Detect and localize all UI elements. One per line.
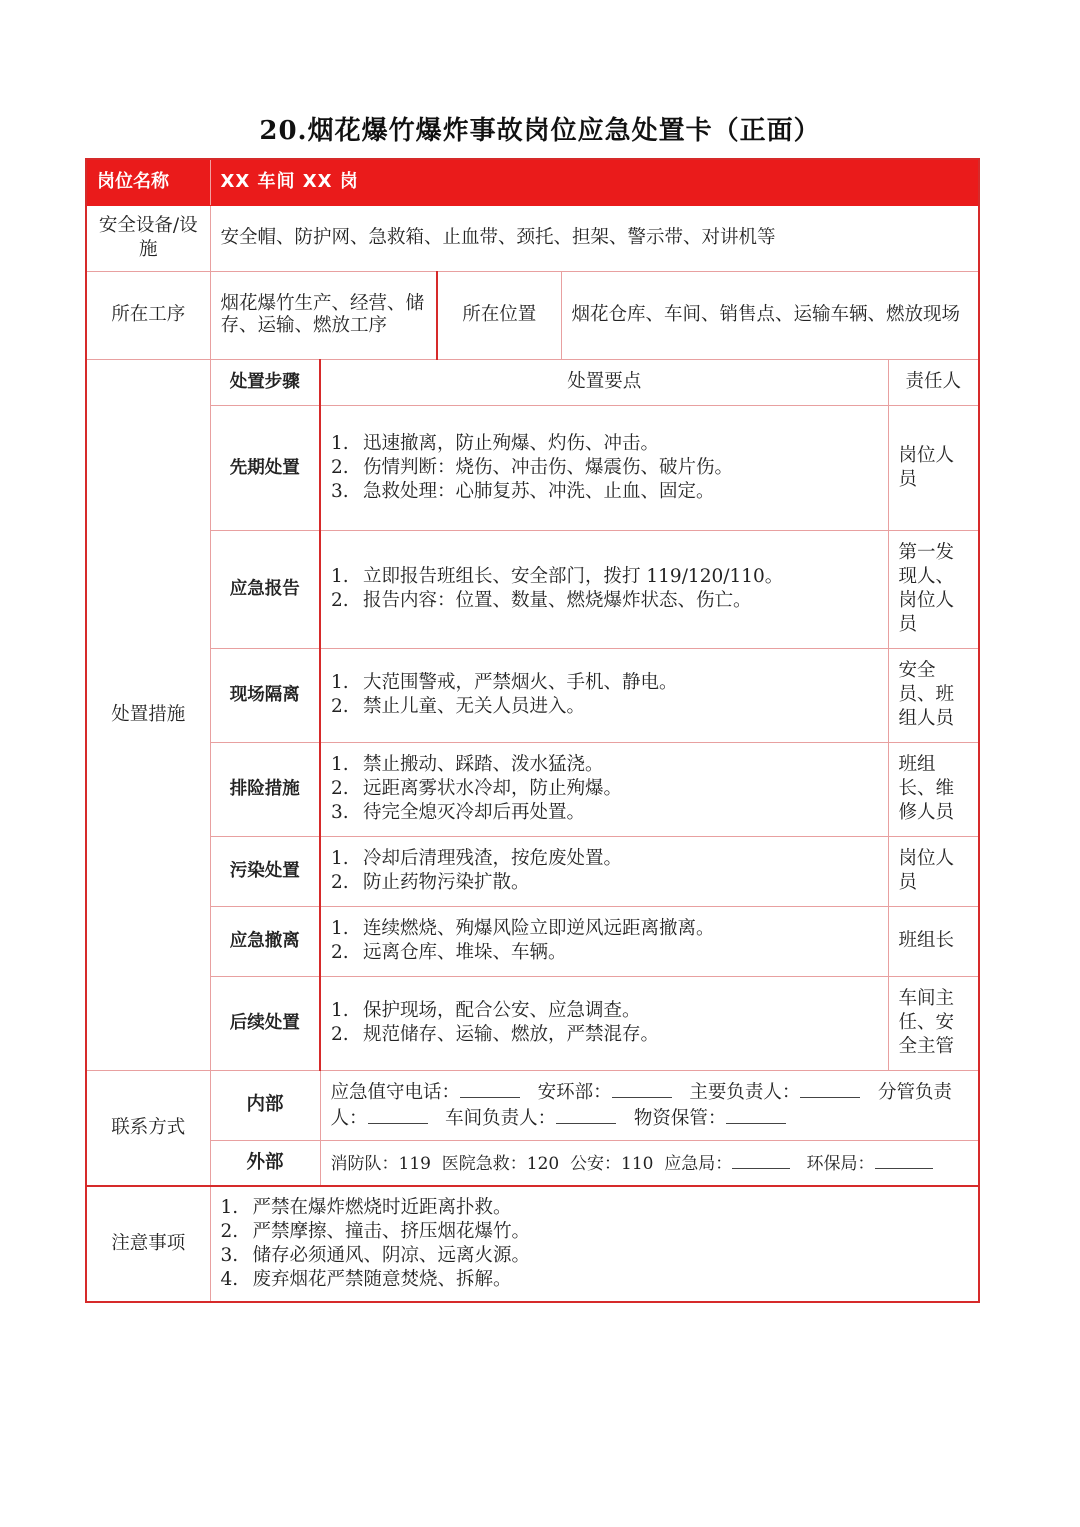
point-item: 2. 伤情判断：烧伤、冲击伤、爆震伤、破片伤。: [331, 456, 734, 478]
point-item: 2. 规范储存、运输、燃放，严禁混存。: [331, 1024, 660, 1045]
contact-label: 联系方式: [86, 1070, 210, 1186]
measure-owner: 第一发现人、岗位人员: [888, 530, 979, 648]
external-label: 外部: [210, 1140, 320, 1186]
point-item: 1. 立即报告班组长、安全部门，拨打 119/120/110。: [331, 566, 784, 587]
col-step-header: 处置步骤: [210, 359, 320, 405]
equipment-row: [86, 205, 979, 271]
measure-step: 现场隔离: [210, 648, 320, 742]
measure-points: [320, 742, 888, 836]
contact-item: 公安：110: [570, 1153, 654, 1174]
measure-row: [86, 976, 979, 1070]
notes-label: 注意事项: [86, 1186, 210, 1302]
process-label: 所在工序: [86, 271, 210, 359]
contact-item: 车间负责人：: [445, 1108, 557, 1129]
measure-points: [320, 530, 888, 648]
note-item: 4. 废弃烟花严禁随意焚烧、拆解。: [220, 1269, 512, 1290]
measure-owner: 班组长: [888, 906, 979, 976]
point-item: 2. 远离仓库、堆垛、车辆。: [331, 942, 567, 963]
notes-list: [210, 1186, 979, 1302]
contact-item: 应急值守电话：: [330, 1082, 461, 1103]
measure-step: 排险措施: [210, 742, 320, 836]
location-label: 所在位置: [437, 271, 561, 359]
point-item: 1. 大范围警戒，严禁烟火、手机、静电。: [331, 672, 678, 693]
measure-owner: 班组长、维修人员: [888, 742, 979, 836]
measure-step: 应急撤离: [210, 906, 320, 976]
measure-row: [86, 405, 979, 530]
col-points-header: 处置要点: [320, 359, 888, 405]
measure-row: [86, 742, 979, 836]
measures-header-row: [86, 359, 979, 405]
point-item: 2. 禁止儿童、无关人员进入。: [331, 696, 586, 717]
point-item: 2. 远距离雾状水冷却，防止殉爆。: [331, 778, 623, 799]
measure-step: 后续处置: [210, 976, 320, 1070]
measure-step: 应急报告: [210, 530, 320, 648]
measure-points: [320, 405, 888, 530]
measure-owner: 车间主任、安全主管: [888, 976, 979, 1070]
post-row: [86, 159, 979, 205]
process-value: 烟花爆竹生产、经营、储存、运输、燃放工序: [210, 271, 437, 359]
internal-contacts: [320, 1070, 979, 1140]
point-item: 2. 防止药物污染扩散。: [331, 872, 530, 893]
card-table: [85, 158, 980, 1303]
contact-item: 主要负责人：: [689, 1082, 801, 1103]
measure-points: [320, 648, 888, 742]
point-item: 3. 待完全熄灭冷却后再处置。: [331, 802, 586, 823]
point-item: 1. 冷却后清理残渣，按危废处置。: [331, 848, 623, 869]
contact-item: 分管负责人：: [330, 1082, 953, 1129]
post-label: 岗位名称: [86, 159, 210, 205]
emergency-card: [85, 158, 978, 1303]
blank-line: [800, 1079, 860, 1098]
location-value: 烟花仓库、车间、销售点、运输车辆、燃放现场: [561, 271, 979, 359]
point-item: 1. 连续燃烧、殉爆风险立即逆风远距离撤离。: [331, 918, 715, 939]
point-item: 2. 报告内容：位置、数量、燃烧爆炸状态、伤亡。: [331, 590, 752, 611]
point-item: 3. 急救处理：心肺复苏、冲洗、止血、固定。: [331, 480, 715, 502]
contact-external-row: [86, 1140, 979, 1186]
contact-item: 物资保管：: [633, 1108, 727, 1129]
contact-item: 环保局：: [806, 1153, 875, 1174]
blank-line: [368, 1105, 428, 1124]
measure-row: [86, 648, 979, 742]
point-item: 1. 禁止搬动、踩踏、泼水猛浇。: [331, 754, 604, 775]
contact-internal-row: [86, 1070, 979, 1140]
col-owner-header: 责任人: [888, 359, 979, 405]
measure-owner: 岗位人员: [888, 836, 979, 906]
measure-points: [320, 976, 888, 1070]
internal-label: 内部: [210, 1070, 320, 1140]
page-title: 20.烟花爆竹爆炸事故岗位应急处置卡（正面）: [259, 116, 821, 146]
contact-item: 应急局：: [664, 1153, 733, 1174]
point-item: 1. 保护现场，配合公安、应急调查。: [331, 1000, 641, 1021]
blank-line: [726, 1105, 786, 1124]
blank-line: [875, 1150, 933, 1169]
note-item: 1. 严禁在爆炸燃烧时近距离扑救。: [220, 1197, 512, 1218]
measure-row: [86, 906, 979, 976]
blank-line: [460, 1079, 520, 1098]
equipment-label: 安全设备/设施: [86, 205, 210, 271]
note-item: 2. 严禁摩擦、撞击、挤压烟花爆竹。: [220, 1221, 531, 1242]
measure-row: [86, 836, 979, 906]
measure-owner: 岗位人员: [888, 405, 979, 530]
blank-line: [612, 1079, 672, 1098]
measure-owner: 安全员、班组人员: [888, 648, 979, 742]
contact-item: 医院急救：120: [441, 1153, 560, 1174]
point-item: 1. 迅速撤离，防止殉爆、灼伤、冲击。: [331, 432, 660, 454]
blank-line: [556, 1105, 616, 1124]
contact-item: 安环部：: [537, 1082, 612, 1103]
measures-label: 处置措施: [86, 359, 210, 1070]
measure-points: [320, 836, 888, 906]
process-row: [86, 271, 979, 359]
notes-row: [86, 1186, 979, 1302]
equipment-value: 安全帽、防护网、急救箱、止血带、颈托、担架、警示带、对讲机等: [210, 205, 979, 271]
note-item: 3. 储存必须通风、阴凉、远离火源。: [220, 1245, 531, 1266]
measure-points: [320, 906, 888, 976]
external-contacts: [320, 1140, 979, 1186]
post-value: XX 车间 XX 岗: [210, 159, 979, 205]
measure-step: 先期处置: [210, 405, 320, 530]
measure-step: 污染处置: [210, 836, 320, 906]
measure-row: [86, 530, 979, 648]
blank-line: [732, 1150, 790, 1169]
contact-item: 消防队：119: [330, 1153, 431, 1174]
